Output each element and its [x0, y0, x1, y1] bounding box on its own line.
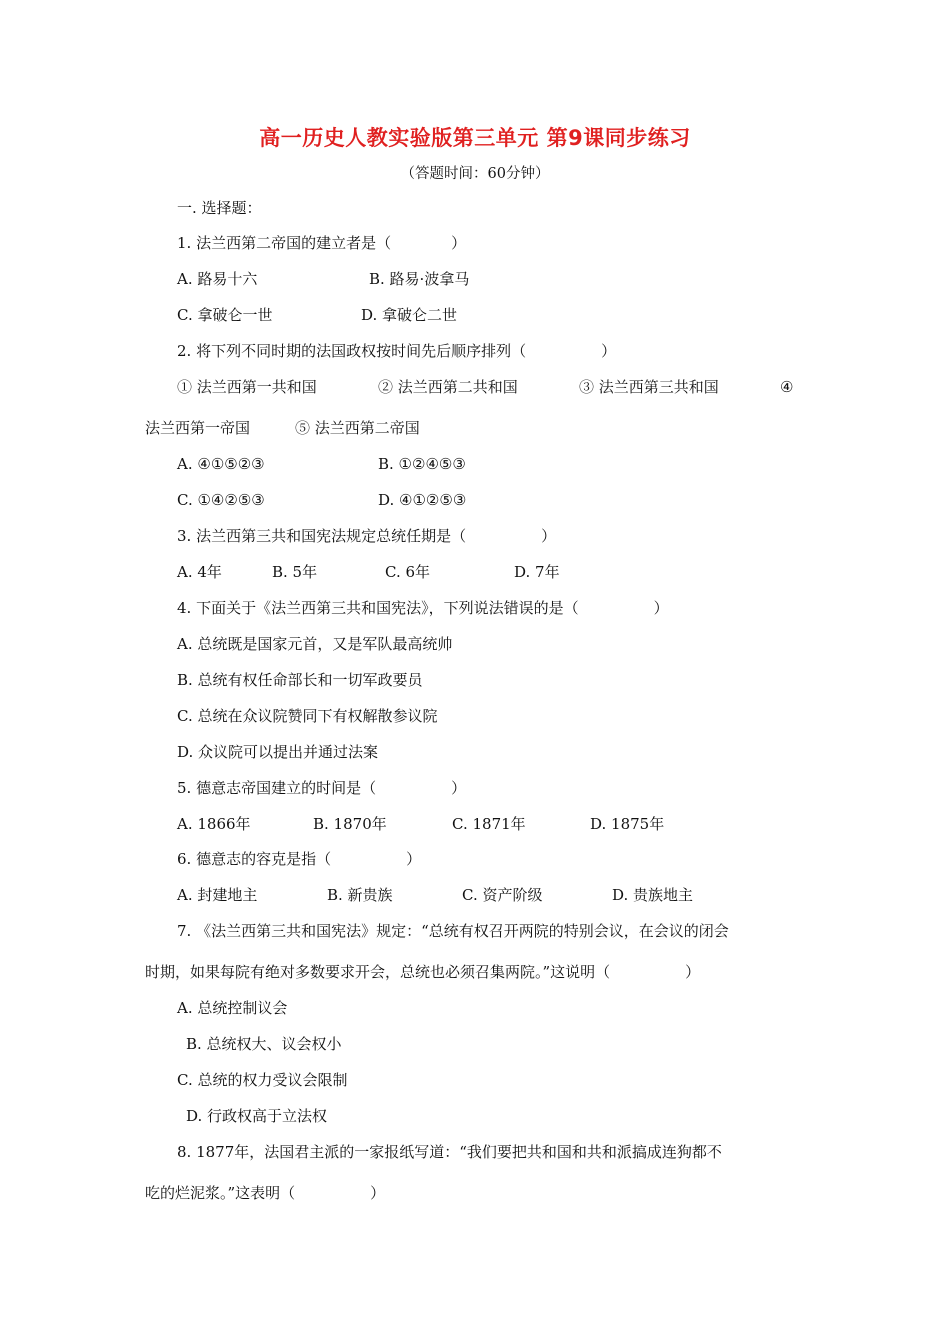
section-heading: 一. 选择题： [177, 199, 262, 217]
question-7-stem-line-1: 7. 《法兰西第三共和国宪法》规定：“总统有权召开两院的特别会议，在会议的闭会 [177, 922, 729, 940]
time-limit: （答题时间：60分钟） [400, 166, 550, 182]
question-8-stem-line-2: 吃的烂泥浆。”这表明（ ） [145, 1184, 386, 1202]
question-2-option-c: C. ①④②⑤③ [177, 491, 265, 509]
question-2-item-1: ① 法兰西第一共和国 [177, 378, 317, 396]
question-1-stem: 1. 法兰西第二帝国的建立者是（ ） [177, 234, 467, 252]
question-2-item-2: ② 法兰西第二共和国 [378, 378, 518, 396]
question-8-stem-line-1: 8. 1877年，法国君主派的一家报纸写道：“我们要把共和国和共和派搞成连狗都不 [177, 1143, 722, 1161]
question-6-option-d: D. 贵族地主 [612, 886, 694, 904]
question-4-option-c: C. 总统在众议院赞同下有权解散参议院 [177, 707, 438, 725]
question-2-option-b: B. ①②④⑤③ [378, 455, 466, 473]
question-5-option-c: C. 1871年 [452, 815, 526, 833]
question-3-option-a: A. 4年 [177, 563, 222, 581]
question-3-stem: 3. 法兰西第三共和国宪法规定总统任期是（ ） [177, 527, 557, 545]
question-1-option-d: D. 拿破仑二世 [361, 306, 458, 324]
question-1-option-b: B. 路易·波拿马 [369, 270, 470, 288]
question-5-option-d: D. 1875年 [590, 815, 665, 833]
question-7-option-a: A. 总统控制议会 [177, 999, 288, 1017]
question-4-option-b: B. 总统有权任命部长和一切军政要员 [177, 671, 423, 689]
question-2-option-a: A. ④①⑤②③ [177, 455, 265, 473]
question-4-option-a: A. 总统既是国家元首，又是军队最高统帅 [177, 635, 453, 653]
question-7-option-d: D. 行政权高于立法权 [186, 1107, 328, 1125]
question-1-option-a: A. 路易十六 [177, 270, 258, 288]
question-4-option-d: D. 众议院可以提出并通过法案 [177, 743, 379, 761]
question-5-stem: 5. 德意志帝国建立的时间是（ ） [177, 779, 467, 797]
question-7-option-b: B. 总统权大、议会权小 [186, 1035, 342, 1053]
question-6-stem: 6. 德意志的容克是指（ ） [177, 850, 422, 868]
question-3-option-d: D. 7年 [514, 563, 560, 581]
question-2-option-d: D. ④①②⑤③ [378, 491, 467, 509]
document-title: 高一历史人教实验版第三单元 第9课同步练习 [259, 126, 691, 150]
question-4-stem: 4. 下面关于《法兰西第三共和国宪法》，下列说法错误的是（ ） [177, 599, 669, 617]
question-1-option-c: C. 拿破仑一世 [177, 306, 273, 324]
question-2-items-continued: 法兰西第一帝国 ⑤ 法兰西第二帝国 [145, 419, 420, 437]
question-6-option-a: A. 封建地主 [177, 886, 258, 904]
question-6-option-b: B. 新贵族 [327, 886, 393, 904]
question-3-option-b: B. 5年 [272, 563, 318, 581]
question-6-option-c: C. 资产阶级 [462, 886, 543, 904]
question-7-stem-line-2: 时期，如果每院有绝对多数要求开会，总统也必须召集两院。”这说明（ ） [145, 963, 701, 981]
question-2-stem: 2. 将下列不同时期的法国政权按时间先后顺序排列（ ） [177, 342, 617, 360]
question-3-option-c: C. 6年 [385, 563, 431, 581]
question-5-option-a: A. 1866年 [177, 815, 251, 833]
question-2-item-4: ④ [780, 378, 794, 396]
question-2-item-3: ③ 法兰西第三共和国 [579, 378, 719, 396]
question-5-option-b: B. 1870年 [313, 815, 387, 833]
question-7-option-c: C. 总统的权力受议会限制 [177, 1071, 348, 1089]
